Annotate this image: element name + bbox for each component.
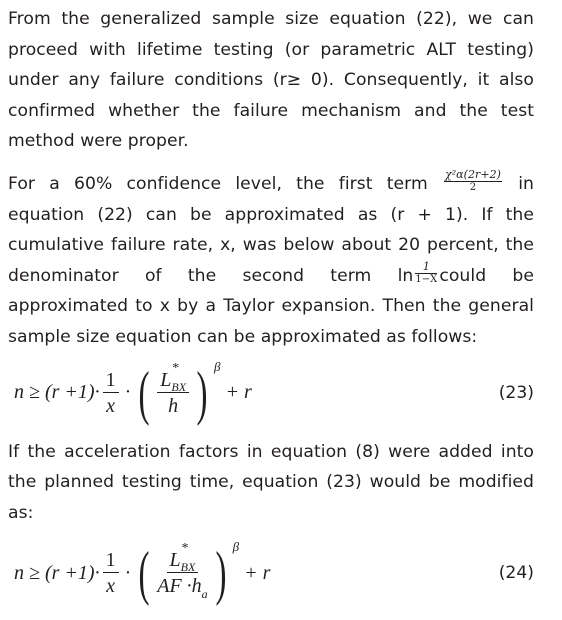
equation-23-frac-numerator: 1 [103, 370, 119, 393]
equation-23-bx-subscript: BX [171, 379, 187, 394]
equation-24-row [8, 532, 534, 614]
equation-24-dot: · [124, 561, 132, 584]
equation-23-inner-denominator: h [168, 394, 179, 417]
paragraph-acceleration-factors [8, 437, 534, 529]
equation-24-inner-numerator [167, 541, 199, 575]
equation-23-star: * [172, 360, 180, 376]
equation-23-right-paren: ) [196, 359, 208, 426]
equation-24-L-symbol: L [169, 549, 181, 572]
chi-square-term-fraction [444, 169, 502, 193]
equation-24-af-symbol: AF [157, 575, 182, 598]
equation-23-number: (23) [498, 382, 534, 403]
equation-23-row [8, 355, 534, 431]
ln-term-fraction [415, 261, 437, 285]
equation-24-inner-fraction [157, 541, 208, 602]
equation-24-star: * [181, 541, 189, 557]
equation-23-frac-denominator: x [106, 394, 116, 417]
equation-24-one-over-x [103, 550, 119, 596]
chi-square-term-numerator: χ²α(2r+2) [445, 167, 502, 181]
paragraph-3-text: If the acceleration factors in equation (8) were added into the planned testing time, equation (23) would be modified as: [8, 441, 534, 523]
equation-23-lhs: n ≥ (r +1)· [14, 381, 100, 404]
equation-24-lhs: n ≥ (r +1)· [14, 561, 100, 584]
ln-term-denominator: 1−X [415, 273, 438, 285]
paragraph-confidence-level [8, 169, 534, 353]
equation-23-inner-fraction [157, 360, 189, 417]
equation-23 [14, 355, 252, 431]
equation-24-tail: + r [244, 561, 271, 584]
equation-24-frac-denominator: x [106, 575, 116, 598]
paragraph-sample-size-intro [8, 4, 534, 157]
equation-24-number: (24) [498, 563, 534, 584]
equation-23-L-symbol: L [160, 368, 172, 391]
document-page [8, 4, 534, 620]
equation-24-left-paren: ( [138, 540, 150, 607]
equation-23-left-paren: ( [138, 359, 150, 426]
equation-24-bx-subscript: BX [180, 560, 196, 575]
ln-term-numerator: 1 [415, 261, 437, 274]
equation-24-a-subscript: a [201, 587, 208, 602]
paragraph-2-part-2: in equation (22) can be approximated as (r + 1). If the cumulative failure rate, x, was below about 20 percent, the denominator of the second term ln [8, 173, 534, 286]
equation-24 [14, 532, 270, 614]
equation-24-frac-numerator: 1 [103, 550, 119, 573]
equation-23-dot: · [124, 381, 132, 404]
equation-24-h-symbol: h [191, 575, 202, 598]
paragraph-2-part-1: For a 60% confidence level, the first term [8, 173, 442, 194]
paragraph-2-part-3: could be approximated to x by a Taylor expansion. Then the general sample size equation can be approximated as follows: [8, 265, 534, 347]
equation-23-one-over-x [103, 370, 119, 416]
equation-24-right-paren: ) [215, 540, 227, 607]
equation-24-inner-denominator: AF $\cdot h_a$ [157, 575, 208, 602]
chi-square-term-denominator: 2 [469, 181, 477, 193]
equation-23-beta-exponent: β [214, 358, 221, 374]
equation-23-inner-numerator [157, 360, 189, 394]
paragraph-1-text: From the generalized sample size equation (22), we can proceed with lifetime testing (or parametric ALT testing) under any failure conditions (r≥ 0). Consequently, it also confirmed whether the failure mechanism and the test method were proper. [8, 9, 534, 152]
equation-23-tail: + r [225, 381, 252, 404]
equation-24-beta-exponent: β [232, 539, 240, 555]
